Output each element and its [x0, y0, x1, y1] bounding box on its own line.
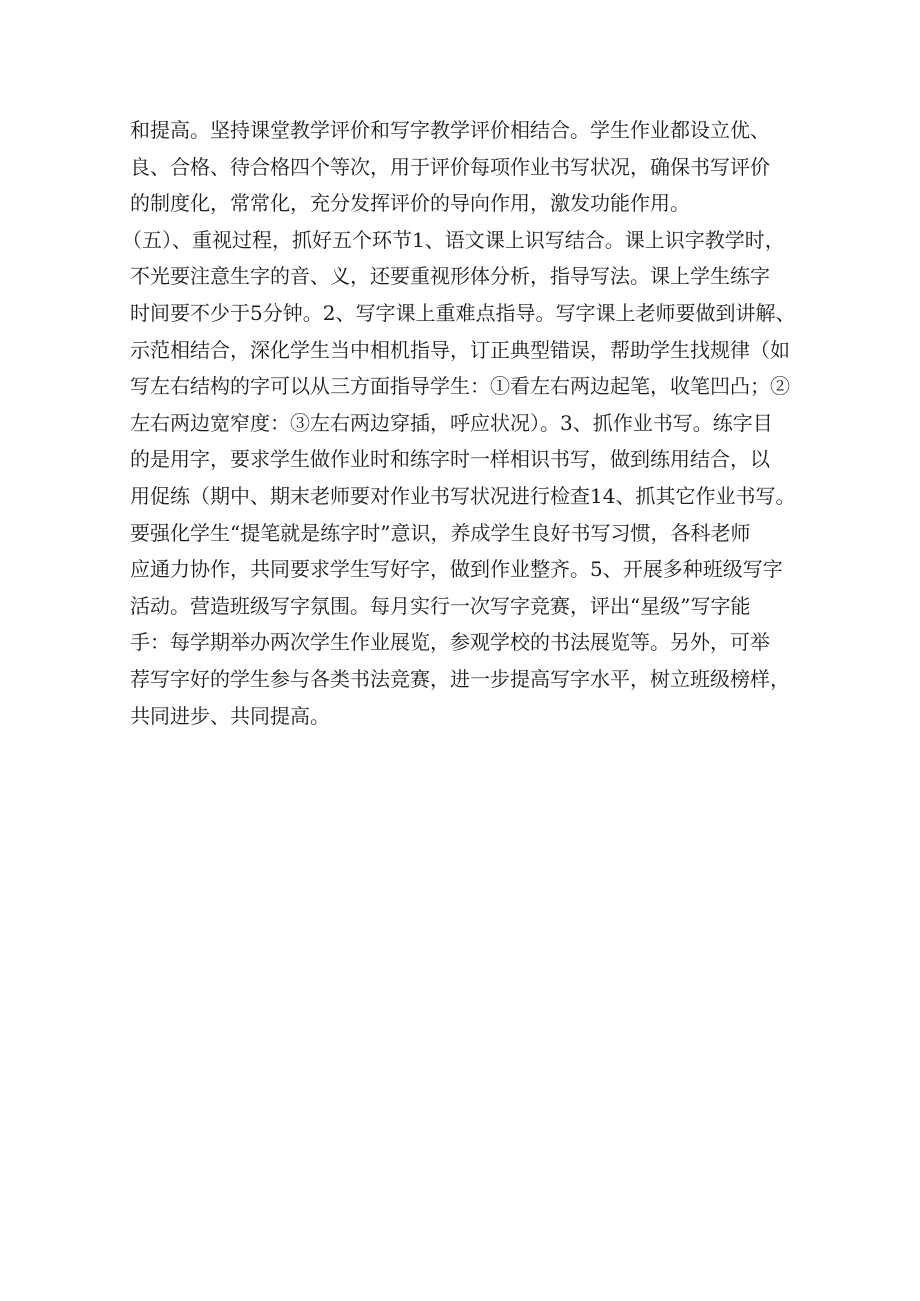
text-line: 手：每学期举办两次学生作业展览，参观学校的书法展览等。另外，可举	[130, 630, 770, 655]
text-line: 不光要注意生字的音、义，还要重视形体分析，指导写法。课上学生练字	[130, 264, 770, 289]
text-line: 活动。营造班级写字氛围。每月实行一次写字竞赛，评出“星级”写字能	[130, 593, 751, 618]
text-line: 示范相结合，深化学生当中相机指导，订正典型错误，帮助学生找规律（如	[130, 337, 790, 362]
text-line: 荐写字好的学生参与各类书法竞赛，进一步提高写字水平，树立班级榜样，	[130, 666, 790, 691]
text-line: 用促练（期中、期末老师要对作业书写状况进行检查14、抓其它作业书写。	[130, 483, 796, 508]
text-line: （五）、重视过程，抓好五个环节1、语文课上识写结合。课上识字教学时，	[122, 227, 785, 252]
text-line: 的制度化，常常化，充分发挥评价的导向作用，激发功能作用。	[130, 191, 690, 216]
text-line: 的是用字，要求学生做作业时和练字时一样相识书写，做到练用结合，以	[130, 447, 770, 472]
text-line: 要强化学生“提笔就是练字时”意识，养成学生良好书写习惯，各科老师	[130, 520, 751, 545]
text-line: 写左右结构的字可以从三方面指导学生：①看左右两边起笔，收笔凹凸；②	[130, 374, 790, 399]
text-line: 良、合格、待合格四个等次，用于评价每项作业书写状况，确保书写评价	[130, 154, 770, 179]
text-line: 应通力协作，共同要求学生写好字，做到作业整齐。5、开展多种班级写字	[130, 557, 783, 582]
text-line: 和提高。坚持课堂教学评价和写字教学评价相结合。学生作业都设立优、	[130, 118, 770, 142]
text-line: 时间要不少于5分钟。2、写字课上重难点指导。写字课上老师要做到讲解、	[130, 300, 796, 325]
text-line: 共同进步、共同提高。	[130, 703, 330, 728]
text-line: 左右两边宽窄度：③左右两边穿插，呼应状况）。3、抓作业书写。练字目	[130, 410, 773, 435]
body-text	[122, 112, 810, 734]
